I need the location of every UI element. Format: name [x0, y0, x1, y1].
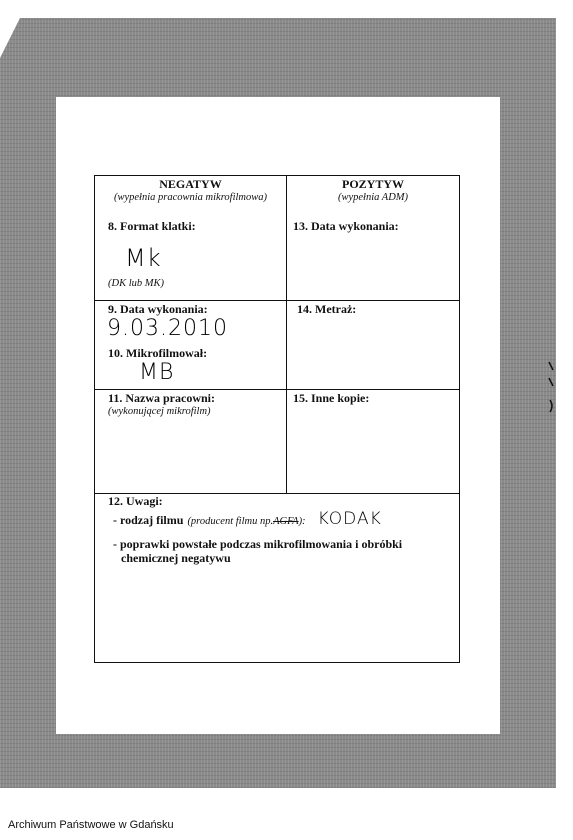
microfilmed-by-handwritten: MB: [139, 360, 175, 385]
corrections-line-1: - poprawki powstałe podczas mikrofilmowania i obróbki: [113, 537, 403, 551]
negatyw-subtitle: (wypełnia pracownia mikrofilmowa): [113, 192, 267, 203]
archive-footer: Archiwum Państwowe w Gdańsku: [8, 819, 174, 831]
film-type-hint: (producent filmu np.: [187, 516, 274, 527]
microfilm-form: [94, 175, 460, 663]
pozytyw-header: [287, 176, 459, 203]
film-type-handwritten: KODAK: [317, 509, 382, 529]
pozytyw-title: POZYTYW: [341, 177, 404, 191]
other-copies-label: 15. Inne kopie:: [293, 391, 370, 405]
lab-name-hint: (wykonującej mikrofilm): [108, 406, 211, 417]
date-handwritten: 9.03.2010: [107, 316, 228, 341]
pozytyw-date-label: 13. Data wykonania:: [293, 219, 399, 233]
edge-mark: [547, 360, 555, 420]
length-label: 14. Metraż:: [297, 302, 357, 316]
negatyw-header: [95, 176, 286, 203]
lab-name-label: 11. Nazwa pracowni:: [108, 391, 215, 405]
date-label: 9. Data wykonania:: [108, 302, 208, 316]
film-type-line: [113, 509, 382, 529]
remarks-label: 12. Uwagi:: [108, 494, 163, 508]
format-label: 8. Format klatki:: [108, 219, 196, 233]
negatyw-title: NEGATYW: [159, 177, 222, 191]
row-divider-2: [95, 389, 459, 390]
film-type-example: AGFA: [273, 516, 299, 527]
pozytyw-subtitle: (wypełnia ADM): [337, 192, 409, 203]
microfilmed-by-label: 10. Mikrofilmował:: [108, 346, 208, 360]
film-type-label: - rodzaj filmu: [113, 513, 184, 527]
format-handwritten: Mk: [125, 244, 162, 272]
format-hint: (DK lub MK): [108, 278, 164, 289]
column-divider: [286, 176, 287, 494]
scan-right-margin: [556, 18, 573, 788]
corrections-line-2: chemicznej negatywu: [121, 551, 231, 565]
film-type-suffix: ):: [298, 516, 306, 527]
row-divider-1: [95, 300, 459, 301]
